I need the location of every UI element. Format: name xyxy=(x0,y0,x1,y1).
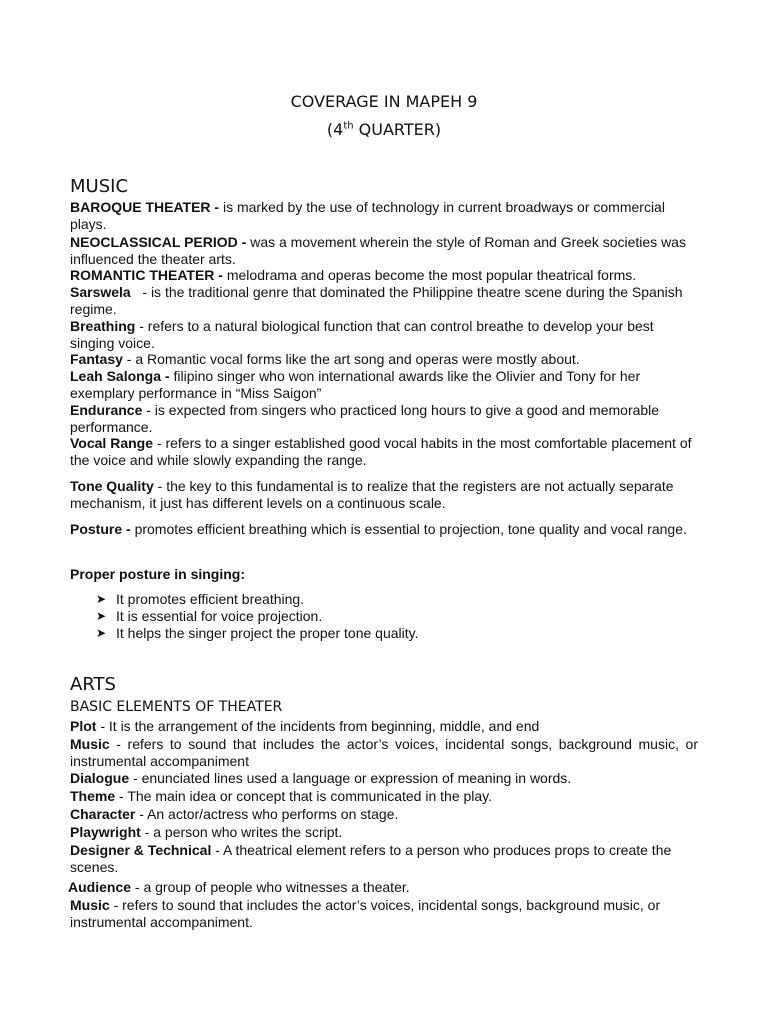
arts-item: Playwright - a person who writes the script. xyxy=(70,824,343,840)
arrow-bullet-icon: ➤ xyxy=(96,609,107,623)
list-item: ➤ It promotes efficient breathing. xyxy=(96,591,305,607)
music-item: BAROQUE THEATER - is marked by the use of technology in current broadways or commercial plays. xyxy=(70,199,665,232)
arts-item: Theme - The main idea or concept that is communicated in the play. xyxy=(70,788,493,804)
arts-item: Character - An actor/actress who performs on stage. xyxy=(70,806,399,822)
arts-item: Music - refers to sound that includes the actor’s voices, incidental songs, background music, or instrumental accompaniment. xyxy=(70,897,661,930)
arts-heading: ARTS xyxy=(70,674,116,695)
music-item: Posture - promotes efficient breathing which is essential to projection, tone quality and vocal range. xyxy=(70,521,687,537)
music-item: ROMANTIC THEATER - melodrama and operas become the most popular theatrical forms. xyxy=(70,267,637,283)
music-item: Fantasy - a Romantic vocal forms like the art song and operas were mostly about. xyxy=(70,351,580,367)
list-item: ➤ It is essential for voice projection. xyxy=(96,608,323,624)
music-item: Vocal Range - refers to a singer established good vocal habits in the most comfortable placement of the voice and while slowly expanding the range. xyxy=(70,435,692,468)
arts-subheading: BASIC ELEMENTS OF THEATER xyxy=(70,699,283,715)
music-item: Endurance - is expected from singers who practiced long hours to give a good and memorable performance. xyxy=(70,402,660,435)
arts-item: Designer & Technical - A theatrical element refers to a person who produces props to create the scenes. xyxy=(70,842,672,875)
music-heading: MUSIC xyxy=(70,176,129,197)
posture-list xyxy=(96,591,696,642)
arts-item: Audience - a group of people who witnesses a theater. xyxy=(68,879,410,895)
music-item: Leah Salonga - filipino singer who won international awards like the Olivier and Tony for her exemplary performance in “Miss Saigon” xyxy=(70,368,641,401)
music-item: NEOCLASSICAL PERIOD - was a movement wherein the style of Roman and Greek societies was influenced the theater arts. xyxy=(70,234,686,267)
list-item: ➤ It helps the singer project the proper tone quality. xyxy=(96,625,419,641)
arrow-bullet-icon: ➤ xyxy=(96,626,107,640)
music-item: Breathing - refers to a natural biological function that can control breathe to develop your best singing voice. xyxy=(70,318,654,351)
music-item: Sarswela - is the traditional genre that dominated the Philippine theatre scene during the Spanish regime. xyxy=(70,284,687,317)
arrow-bullet-icon: ➤ xyxy=(96,592,107,606)
posture-heading: Proper posture in singing: xyxy=(70,566,246,582)
arts-item: Dialogue - enunciated lines used a language or expression of meaning in words. xyxy=(70,770,572,786)
page-subtitle: (4th QUARTER) xyxy=(326,120,442,139)
arts-item: Plot - It is the arrangement of the incidents from beginning, middle, and end xyxy=(70,718,540,734)
music-item: Tone Quality - the key to this fundamental is to realize that the registers are not actually separate mechanism, it just has different levels on a continuous scale. xyxy=(70,478,674,511)
page-title: COVERAGE IN MAPEH 9 xyxy=(290,92,478,111)
arts-item: Music - refers to sound that includes the actor’s voices, incidental songs, background music, or instrumental accompaniment xyxy=(70,736,698,769)
